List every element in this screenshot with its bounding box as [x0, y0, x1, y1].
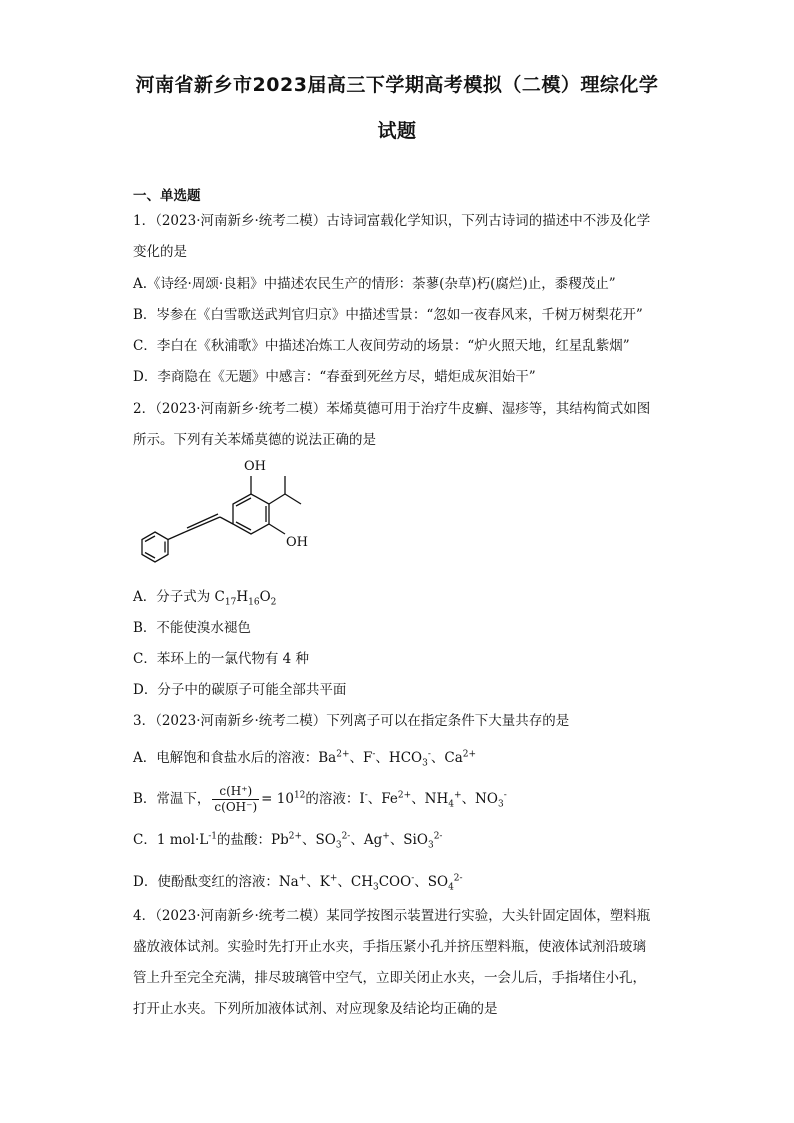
q4-stem-cont-2: 管上升至完全充满，排尽玻璃管中空气，立即关闭止水夹，一会儿后，手指堵住小孔，	[133, 970, 646, 986]
q1-option-c: C．李白在《秋浦歌》中描述冶炼工人夜间劳动的场景：“炉火照天地，红星乱紫烟”	[133, 338, 630, 354]
q4-stem-cont-3: 打开止水夹。下列所加液体试剂、对应现象及结论均正确的是	[133, 1001, 498, 1017]
q2-stem-cont: 所示。下列有关苯烯莫德的说法正确的是	[133, 432, 376, 448]
q3-option-b: B．常温下， $\frac{c(H^+)}{c(OH^-)}$ = $10^{12}$的溶液：I-、$Fe^{2+}$、$NH_4^+$、$NO_3^-$	[133, 784, 507, 814]
resorcinol-ring	[233, 494, 269, 534]
benvitimod-structure-diagram	[125, 452, 325, 582]
q1-stem: 1．（2023·河南新乡·统考二模）古诗词富载化学知识，下列古诗词的描述中不涉及化学	[133, 213, 651, 229]
q1-option-b: B．岑参在《白雪歌送武判官归京》中描述雪景：“忽如一夜春风来，千树万树梨花开”	[133, 307, 643, 323]
q3-option-d: D．使酚酞变红的溶液：Na+、K+、$CH_3COO^-$、$SO_4^{2-}$	[133, 873, 463, 893]
concentration-ratio-fraction: $\frac{c(H^+)}{c(OH^-)}$	[214, 784, 258, 814]
q2-option-a: A．分子式为 $C_{17}H_{16}O_2$	[133, 589, 277, 608]
section-heading: 一、单选题	[133, 188, 201, 204]
q3-stem: 3．（2023·河南新乡·统考二模）下列离子可以在指定条件下大量共存的是	[133, 713, 570, 729]
q2-option-d: D．分子中的碳原子可能全部共平面	[133, 682, 347, 698]
q2-stem: 2．（2023·河南新乡·统考二模）苯烯莫德可用于治疗牛皮癣、湿疹等，其结构简式如图	[133, 401, 651, 417]
q3-option-a: A．电解饱和食盐水后的溶液：$Ba^{2+}$、F-、$HCO_3^-$、$Ca^{2+}$	[133, 749, 477, 769]
q2-option-c: C．苯环上的一氯代物有 4 种	[133, 651, 310, 667]
oh-label-top: OH	[244, 459, 266, 474]
oh-label-bottom: OH	[286, 535, 308, 550]
page-title: 河南省新乡市2023届高三下学期高考模拟（二模）理综化学	[135, 74, 659, 96]
q1-option-d: D．李商隐在《无题》中感言：“春蚕到死丝方尽，蜡炬成灰泪始干”	[133, 369, 536, 385]
q4-stem: 4．（2023·河南新乡·统考二模）某同学按图示装置进行实验，大头针固定固体，塑料瓶	[133, 908, 651, 924]
q3-option-c: C．1 $mol\cdot L^{-1}$的盐酸：$Pb^{2+}$、$SO_3^{2-}$、Ag+、SiO$_3^{2-}$	[133, 831, 443, 851]
page-title-continued: 试题	[377, 120, 417, 142]
q4-stem-cont-1: 盛放液体试剂。实验时先打开止水夹，手指压紧小孔并挤压塑料瓶，使液体试剂沿玻璃	[133, 939, 646, 955]
q1-stem-cont: 变化的是	[133, 244, 187, 260]
q2-option-b: B．不能使溴水褪色	[133, 620, 251, 636]
q1-option-a: A.《诗经·周颂·良耜》中描述农民生产的情形：荼蓼(杂草)朽(腐烂)止，黍稷茂止”	[133, 276, 616, 292]
